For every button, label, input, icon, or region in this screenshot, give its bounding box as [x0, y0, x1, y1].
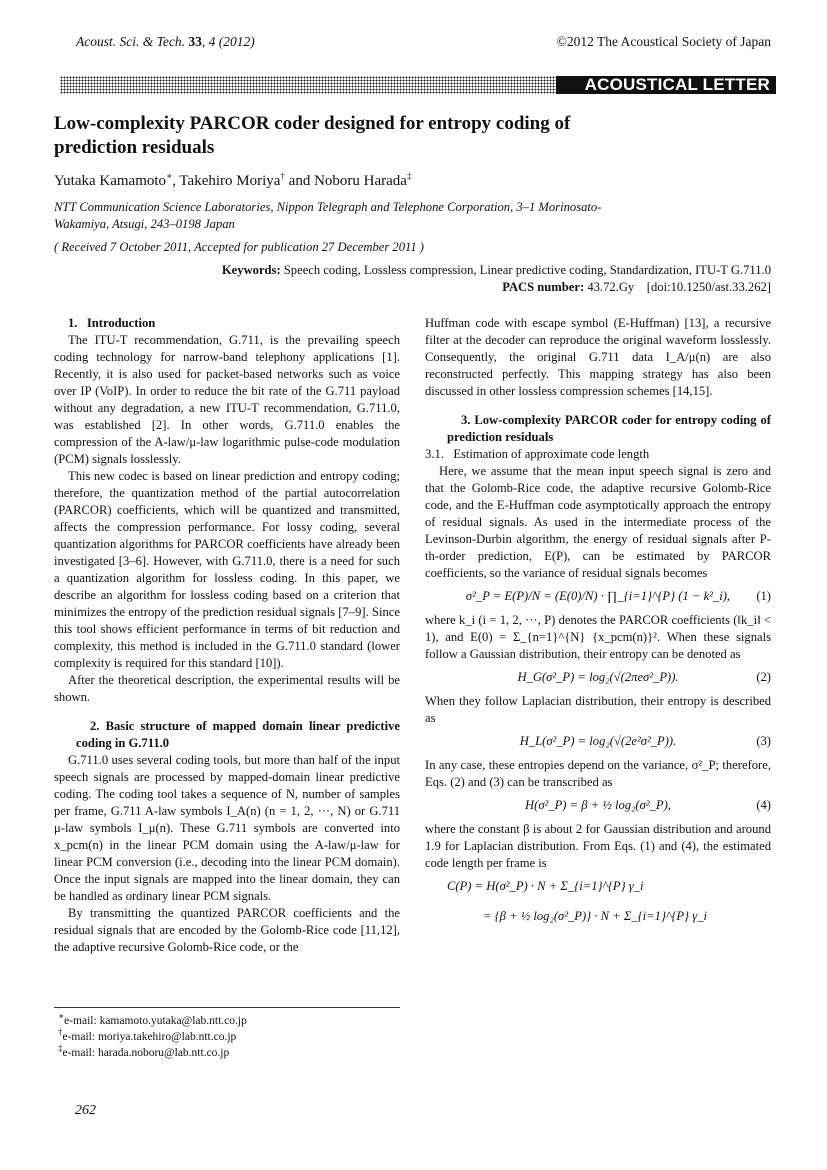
subsection-heading: 3.1. Estimation of approximate code length [425, 447, 650, 461]
left-column [54, 315, 400, 956]
equation-1 [425, 582, 771, 612]
equation-2 [425, 663, 771, 693]
footnotes [58, 1013, 247, 1061]
footnote-rule [54, 1007, 400, 1008]
equation-body: = {β + ½ log₂(σ²_P)} · N + Σ_{i=1}^{P} γ_i [483, 909, 707, 923]
equation-number: (1) [756, 589, 771, 603]
author-name: , Takehiro Moriya [172, 173, 281, 189]
author-name: Yutaka Kamamoto [54, 173, 167, 189]
section-heading: 1. Introduction [68, 316, 156, 330]
footnote-mark: ‡ [58, 1043, 63, 1054]
equation-5a [425, 872, 771, 902]
paragraph: By transmitting the quantized PARCOR coefficients and the residual signals that are encoded by the Golomb-Rice code [11,12], the adaptive recursive Golomb-Rice code, or the [54, 906, 400, 954]
paragraph: where the constant β is about 2 for Gaussian distribution and around 1.9 for Laplacian distribution. From Eqs. (1) and (4), the estimated code length per frame is [425, 822, 771, 870]
equation-body: C(P) = H(σ²_P) · N + Σ_{i=1}^{P} γ_i [447, 879, 644, 893]
keywords-label: Keywords: [221, 263, 281, 277]
section-heading: 3. Low-complexity PARCOR coder for entropy coding of prediction residuals [447, 413, 771, 444]
equation-body: H(σ²_P) = β + ½ log₂(σ²_P), [525, 798, 671, 812]
right-column [425, 315, 771, 932]
paragraph: This new codec is based on linear prediction and entropy coding; therefore, the quantization method of the partial autocorrelation (PARCOR) coefficients, which will be quantized and transmitted, affects the compression performance. For lossy coding, several quantization algorithms for PARCOR coefficients have already been investigated [3–6]. However, with G.711.0, there is a need for such a quantization algorithm for lossless coding. In this paper, we describe an algorithm for lossless coding based on a criterion that minimizes the entropy of the prediction residual signals [7–9]. Since this tool shows efficient performance in terms of bit reduction and complexity, this method is included in the G.711.0 standard (lower complexity is required for this standard [10]). [54, 469, 400, 670]
author-list [54, 173, 411, 190]
pacs-line [502, 280, 771, 295]
affiliation: NTT Communication Science Laboratories, Nippon Telegraph and Telephone Corporation, 3–1 Morinosato-Wakamiya, Atsugi, 243–0198 Japan [54, 200, 602, 231]
equation-body: H_L(σ²_P) = log₂(√(2e²σ²_P)). [519, 734, 677, 748]
footnote-text: e-mail: moriya.takehiro@lab.ntt.co.jp [62, 1031, 237, 1043]
paragraph: After the theoretical description, the experimental results will be shown. [54, 673, 400, 704]
keywords-line [222, 263, 771, 278]
journal-issue-year: , 4 (2012) [201, 34, 255, 49]
received-dates: ( Received 7 October 2011, Accepted for publication 27 December 2011 ) [54, 240, 424, 254]
keywords-text: Speech coding, Lossless compression, Linear predictive coding, Standardization, ITU-T G.711.0 [280, 263, 771, 277]
article-type-band [60, 76, 776, 94]
paragraph: G.711.0 uses several coding tools, but more than half of the input speech signals are processed by mapped-domain linear predictive coding. The coding tool takes a sequence of N, number of samples per frame, G.711 A-law symbols I_A(n) (n = 1, 2, ···, N) or G.711 μ-law symbols I_μ(n). These G.711 symbols are converted into x_pcm(n) in the linear PCM domain using the A-law/μ-law for linear PCM conversion (i.e., decoding into the linear PCM domain). Once the input signals are mapped into the linear domain, they can be handled as ordinary linear PCM signals. [54, 753, 400, 903]
footnote [58, 1013, 247, 1029]
equation-4 [425, 791, 771, 821]
paragraph: Here, we assume that the mean input speech signal is zero and that the Golomb-Rice code, the adaptive recursive Golomb-Rice code, and the E-Huffman code asymptotically approach the entropy of residual signals. As used in the intermediate process of the Levinson-Durbin algorithm, the energy of residual signals after P-th-order prediction, E(P), can be estimated by PARCOR coefficients, so the variance of residual signals becomes [425, 464, 771, 580]
paragraph: When they follow Laplacian distribution, their entropy is described as [425, 694, 771, 725]
equation-body: H_G(σ²_P) = log₂(√(2πeσ²_P)). [517, 670, 679, 684]
equation-number: (2) [756, 670, 771, 684]
page-number: 262 [75, 1103, 96, 1118]
paragraph: where k_i (i = 1, 2, ···, P) denotes the PARCOR coefficients (‖k_i‖ < 1), and E(0) = Σ_{n=1}^{N} {x_pcm(n)}². When these signals follow a Gaussian distribution, their entropy can be denoted as [425, 613, 771, 661]
paragraph: The ITU-T recommendation, G.711, is the prevailing speech coding technology for narrow-band telephony applications [1]. Recently, it is also used for packet-based networks such as voice over IP (VoIP). In order to reduce the bit rate of the G.711 payload without any degradation, a new ITU-T recommendation, G.711.0, was established [2]. In other words, G.711.0 enables the compression of the A-law/μ-law logarithmic pulse-code modulation (PCM) signals losslessly. [54, 333, 400, 466]
equation-5b [425, 902, 771, 932]
author-mark: † [280, 171, 285, 181]
footnote-mark: † [58, 1027, 63, 1038]
footnote [58, 1029, 247, 1045]
paper-title: Low-complexity PARCOR coder designed for entropy coding of prediction residuals [54, 113, 571, 158]
author-mark: ∗ [166, 171, 173, 181]
footnote-text: e-mail: harada.noboru@lab.ntt.co.jp [62, 1047, 230, 1059]
journal-citation [76, 34, 255, 50]
equation-body: σ²_P = E(P)/N = (E(0)/N) · ∏_{i=1}^{P} (1 − k²_i), [465, 589, 731, 603]
paragraph: Huffman code with escape symbol (E-Huffman) [13], a recursive filter at the decoder can reproduce the original waveform losslessly. Consequently, the original G.711 data I_A/μ(n) are also reconstructed perfectly. This mapping strategy has also been discussed in other lossless compression schemes [14,15]. [425, 316, 771, 398]
equation-3 [425, 727, 771, 757]
paragraph: In any case, these entropies depend on the variance, σ²_P; therefore, Eqs. (2) and (3) can be transcribed as [425, 758, 771, 789]
article-type-label: ACOUSTICAL LETTER [556, 76, 776, 94]
copyright-notice: ©2012 The Acoustical Society of Japan [556, 34, 771, 49]
journal-volume: 33 [188, 34, 202, 49]
section-heading: 2. Basic structure of mapped domain linear predictive coding in G.711.0 [76, 719, 400, 750]
pacs-label: PACS number: [502, 280, 585, 294]
equation-number: (4) [756, 798, 771, 812]
author-mark: ‡ [406, 171, 412, 181]
equation-number: (3) [756, 734, 771, 748]
journal-name: Acoust. Sci. & Tech. [76, 34, 185, 49]
footnote-text: e-mail: kamamoto.yutaka@lab.ntt.co.jp [64, 1015, 247, 1027]
footnote [58, 1045, 247, 1061]
footnote-mark: ∗ [58, 1011, 65, 1022]
author-name: and Noboru Harada [284, 173, 407, 189]
pacs-text: 43.72.Gy [doi:10.1250/ast.33.262] [584, 280, 771, 294]
